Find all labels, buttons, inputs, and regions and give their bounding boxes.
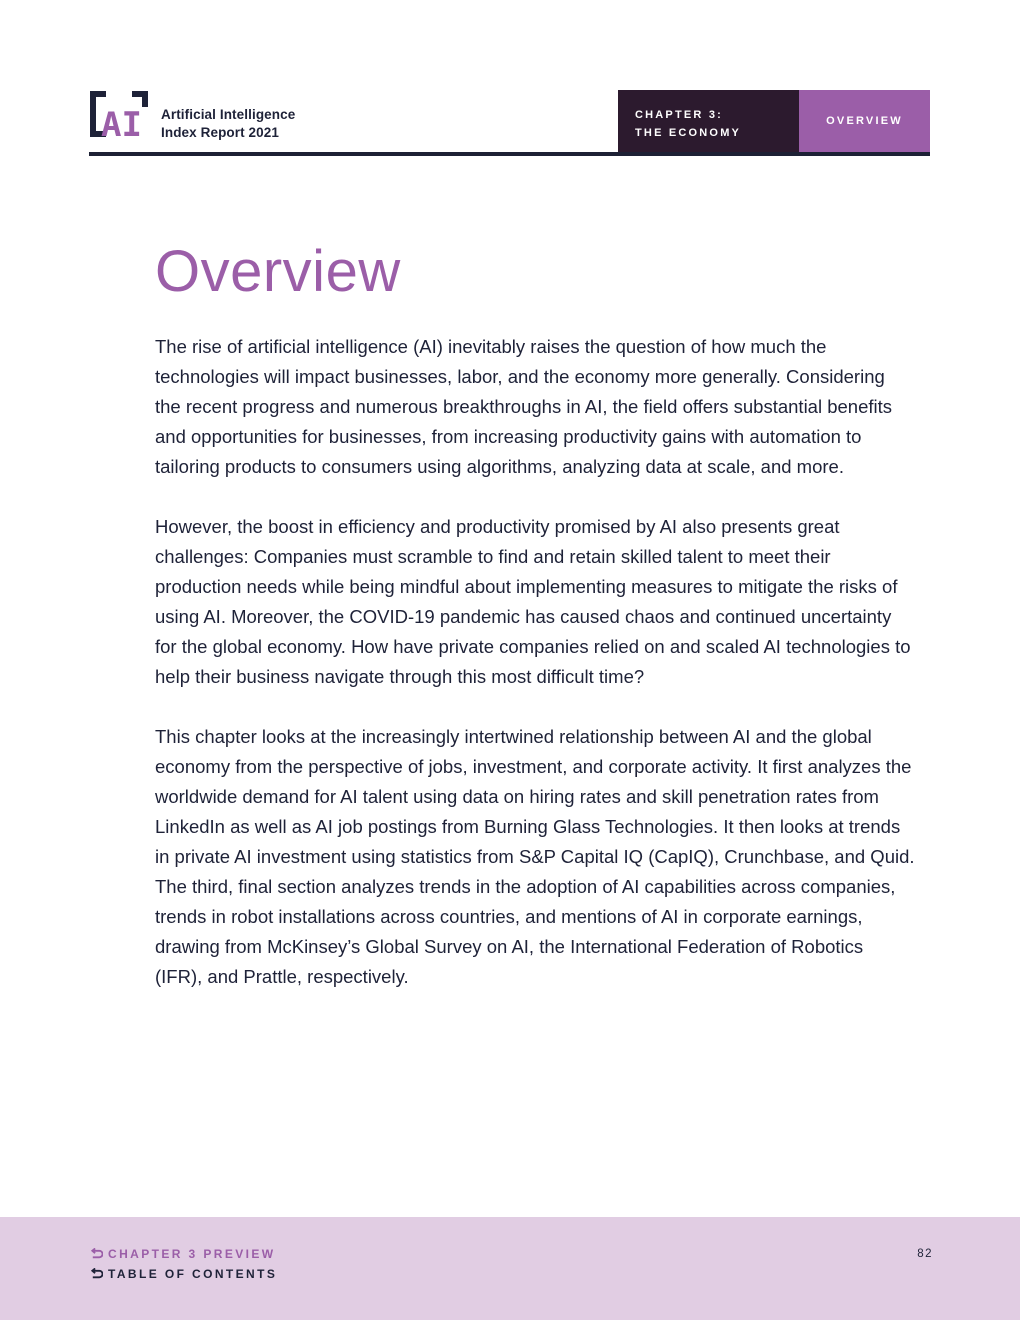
paragraph-1: The rise of artificial intelligence (AI) inevitably raises the question of how much the technologies will impact businesses, labor, and the economy more generally. Considering the recent progress and numerous breakthroughs in AI, the field offers substantial benefits and opportunities for businesses, from increasing productivity gains with automation to tailoring products to consumers using algorithms, analyzing data at scale, and more. bbox=[155, 336, 893, 477]
report-title-line2: Index Report 2021 bbox=[161, 125, 279, 140]
table-of-contents-link[interactable] bbox=[90, 1267, 277, 1281]
report-title bbox=[161, 106, 295, 142]
table-of-contents-label: TABLE OF CONTENTS bbox=[108, 1267, 278, 1281]
chapter-label-line2: THE ECONOMY bbox=[635, 127, 742, 139]
return-arrow-icon bbox=[90, 1268, 103, 1281]
page-title: Overview bbox=[155, 239, 401, 304]
page-footer bbox=[0, 1217, 1020, 1320]
chapter-label-line1: CHAPTER 3: bbox=[635, 109, 724, 121]
logo-text: AI bbox=[101, 105, 142, 140]
chapter-preview-label: CHAPTER 3 PREVIEW bbox=[108, 1247, 276, 1261]
chapter-label-box[interactable] bbox=[618, 90, 799, 152]
body-text bbox=[155, 332, 915, 1022]
header-divider bbox=[89, 152, 930, 156]
overview-tab[interactable]: OVERVIEW bbox=[799, 90, 930, 152]
page-number: 82 bbox=[917, 1248, 933, 1260]
chapter-preview-link[interactable] bbox=[90, 1247, 276, 1261]
return-arrow-icon bbox=[90, 1248, 103, 1261]
report-title-line1: Artificial Intelligence bbox=[161, 107, 296, 122]
paragraph-2: However, the boost in efficiency and productivity promised by AI also presents great challenges: Companies must scramble to find and retain skilled talent to meet their production needs while being mindful about implementing measures to mitigate the risks of using AI. Moreover, the COVID-19 pandemic has caused chaos and continued uncertainty for the global economy. How have private companies relied on and scaled AI technologies to help their business navigate through this most difficult time? bbox=[155, 516, 911, 687]
ai-index-logo bbox=[89, 90, 149, 140]
paragraph-3: This chapter looks at the increasingly intertwined relationship between AI and the global economy from the perspective of jobs, investment, and corporate activity. It first analyzes the worldwide demand for AI talent using data on hiring rates and skill penetration rates from LinkedIn as well as AI job postings from Burning Glass Technologies. It then looks at trends in private AI investment using statistics from S&P Capital IQ (CapIQ), Crunchbase, and Quid. The third, final section analyzes trends in the adoption of AI capabilities across companies, trends in robot installations across countries, and mentions of AI in corporate earnings, drawing from McKinsey’s Global Survey on AI, the International Federation of Robotics (IFR), and Prattle, respectively. bbox=[155, 726, 915, 987]
report-header bbox=[89, 90, 930, 157]
